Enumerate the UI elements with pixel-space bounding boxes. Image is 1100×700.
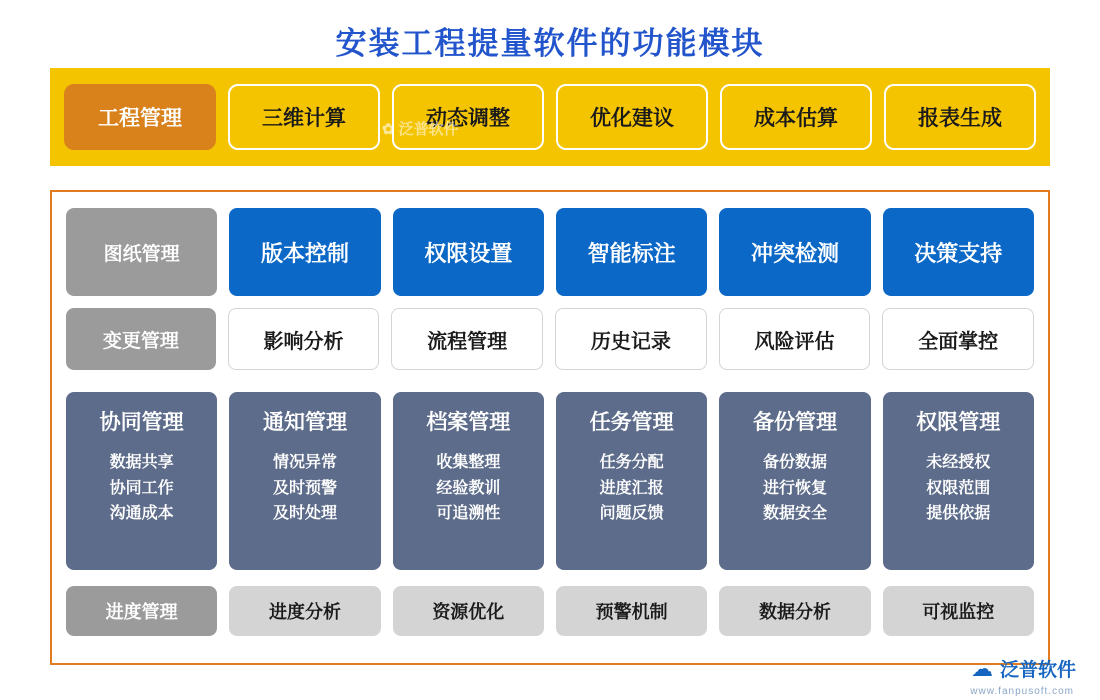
module-cell-risk-assessment[interactable] <box>719 308 871 370</box>
module-cell-decision-support[interactable] <box>883 208 1034 296</box>
cell-label: 资源优化 <box>432 602 505 622</box>
top-tab-2[interactable] <box>392 84 544 150</box>
module-row-progress <box>66 586 1034 636</box>
cell-label: 流程管理 <box>427 330 508 353</box>
module-card-backup[interactable] <box>719 392 870 570</box>
top-tab-label: 动态调整 <box>426 107 510 130</box>
cell-label: 决策支持 <box>914 240 1003 266</box>
card-item: 数据共享 <box>109 454 174 471</box>
cell-label: 智能标注 <box>587 240 676 266</box>
card-title: 任务管理 <box>589 411 674 434</box>
cell-label: 可视监控 <box>922 602 995 622</box>
module-row-collaboration <box>66 392 1034 570</box>
top-tab-1[interactable] <box>228 84 380 150</box>
module-cell-visual-monitoring[interactable] <box>883 586 1034 636</box>
cell-label: 历史记录 <box>590 330 671 353</box>
card-title: 备份管理 <box>752 411 837 434</box>
card-item: 进行恢复 <box>762 479 827 497</box>
card-item: 沟通成本 <box>109 505 174 523</box>
top-tab-label: 优化建议 <box>590 107 674 130</box>
module-card-permission[interactable] <box>883 392 1034 570</box>
module-cell-progress-analysis[interactable] <box>229 586 380 636</box>
module-card-collaboration[interactable] <box>66 392 217 570</box>
card-item: 问题反馈 <box>599 505 664 523</box>
card-item: 权限范围 <box>926 479 991 497</box>
card-title: 档案管理 <box>426 411 511 434</box>
card-item: 情况异常 <box>272 454 337 471</box>
module-cell-process-management[interactable] <box>391 308 543 370</box>
module-card-notification[interactable] <box>229 392 380 570</box>
cell-label: 冲突检测 <box>750 240 839 266</box>
cell-label: 版本控制 <box>260 240 349 266</box>
cell-label: 图纸管理 <box>103 243 180 265</box>
cell-label: 预警机制 <box>595 602 668 622</box>
brand-url: www.fanpusoft.com <box>970 686 1074 697</box>
module-card-task[interactable] <box>556 392 707 570</box>
top-tab-label: 报表生成 <box>918 107 1002 130</box>
cell-label: 影响分析 <box>263 330 344 353</box>
module-cell-resource-optimization[interactable] <box>393 586 544 636</box>
card-item: 数据安全 <box>762 505 827 523</box>
card-title: 协同管理 <box>99 411 184 434</box>
card-item: 及时处理 <box>272 505 337 523</box>
module-cell-impact-analysis[interactable] <box>228 308 380 370</box>
top-tab-label: 工程管理 <box>98 107 182 130</box>
card-item: 收集整理 <box>436 454 501 471</box>
card-title: 权限管理 <box>916 411 1001 434</box>
cell-label: 权限设置 <box>424 240 513 266</box>
card-item: 未经授权 <box>926 454 991 471</box>
top-tab-4[interactable] <box>720 84 872 150</box>
module-group-label-change[interactable] <box>66 308 216 370</box>
top-tab-3[interactable] <box>556 84 708 150</box>
modules-panel <box>50 190 1050 665</box>
card-item: 及时预警 <box>272 479 337 497</box>
module-cell-history-record[interactable] <box>555 308 707 370</box>
module-cell-clash-detection[interactable] <box>719 208 870 296</box>
top-tab-label: 三维计算 <box>262 107 346 130</box>
brand-name: 泛普软件 <box>999 660 1076 681</box>
card-title: 通知管理 <box>262 411 347 434</box>
module-group-label-progress[interactable] <box>66 586 217 636</box>
module-row-change <box>66 308 1034 370</box>
card-item: 备份数据 <box>762 454 827 471</box>
module-cell-data-analysis[interactable] <box>719 586 870 636</box>
leaf-icon: ✿ <box>382 121 395 138</box>
center-watermark-text: 泛普软件 <box>398 121 459 138</box>
cell-label: 风险评估 <box>754 330 835 353</box>
page-title: 安装工程提量软件的功能模块 <box>335 26 765 61</box>
module-cell-early-warning[interactable] <box>556 586 707 636</box>
module-cell-smart-annotation[interactable] <box>556 208 707 296</box>
card-item: 提供依据 <box>926 505 991 523</box>
card-item: 进度汇报 <box>599 479 664 497</box>
module-cell-full-control[interactable] <box>882 308 1034 370</box>
cell-label: 数据分析 <box>758 602 831 622</box>
module-group-label-drawing[interactable] <box>66 208 217 296</box>
cloud-icon: ☁ <box>970 655 993 681</box>
card-item: 任务分配 <box>599 454 664 471</box>
module-cell-permission-setting[interactable] <box>393 208 544 296</box>
module-row-drawing <box>66 208 1034 296</box>
module-cell-version-control[interactable] <box>229 208 380 296</box>
top-tab-label: 成本估算 <box>754 107 838 130</box>
top-tab-5[interactable] <box>884 84 1036 150</box>
card-item: 经验教训 <box>436 479 501 497</box>
module-card-archive[interactable] <box>393 392 544 570</box>
cell-label: 进度分析 <box>268 602 341 622</box>
cell-label: 全面掌控 <box>918 330 999 353</box>
card-item: 协同工作 <box>109 479 174 497</box>
top-tab-0[interactable] <box>64 84 216 150</box>
cell-label: 进度管理 <box>105 602 178 622</box>
cell-label: 变更管理 <box>102 330 179 352</box>
card-item: 可追溯性 <box>436 505 501 523</box>
top-tab-bar <box>50 68 1050 166</box>
